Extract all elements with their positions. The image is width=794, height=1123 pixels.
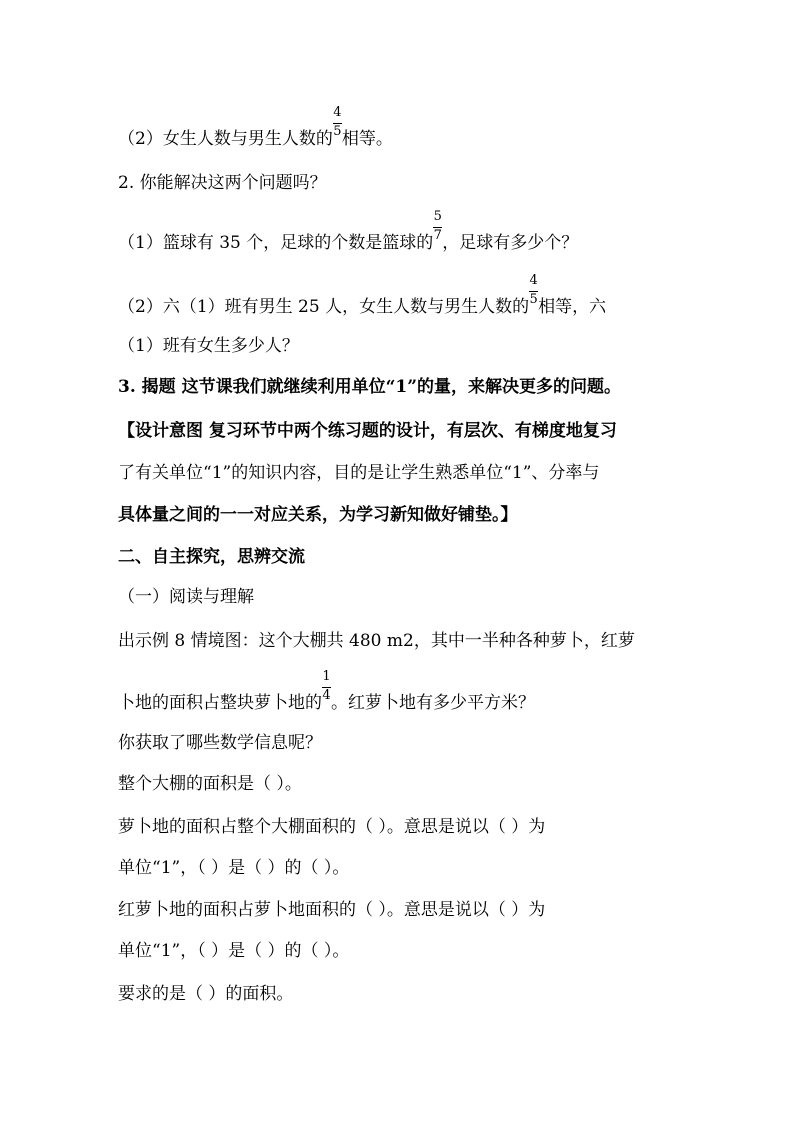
example-8-line: 出示例 8 情境图：这个大棚共 480 m2，其中一半种各种萝卜，红萝 — [118, 631, 635, 651]
reveal-topic-line: 3. 揭题 这节课我们就继续利用单位“1”的量，来解决更多的问题。 — [118, 377, 621, 397]
text-segment: ，足球有多少个？ — [442, 233, 579, 253]
design-intent-line-3: 具体量之间的一一对应关系，为学习新知做好铺垫。】 — [118, 505, 518, 525]
section-2-heading: 2. 你能解决这两个问题吗？ — [118, 173, 327, 193]
design-intent-line-1: 【设计意图 复习环节中两个练习题的设计，有层次、有梯度地复习 — [118, 421, 617, 441]
text-segment: （1）篮球有 35 个，足球的个数是篮球的 — [118, 233, 434, 253]
subsection-heading-reading: （一）阅读与理解 — [118, 587, 254, 607]
question-2-2-line — [118, 105, 393, 150]
text-segment: （2）女生人数与男生人数的 — [118, 129, 333, 149]
text-segment: 。红萝卜地有多少平方米？ — [331, 693, 535, 713]
fraction-denominator: 5 — [529, 292, 538, 307]
fraction-numerator: 4 — [333, 105, 342, 120]
example-8-continuation — [118, 669, 535, 714]
fill-blank-area: 整个大棚的面积是（ ）。 — [118, 774, 302, 794]
fraction-5-7 — [433, 209, 442, 254]
text-segment: （2）六（1）班有男生 25 人，女生人数与男生人数的 — [118, 297, 530, 317]
fraction-1-4 — [322, 669, 331, 714]
info-question-line: 你获取了哪些数学信息呢？ — [118, 733, 322, 753]
fraction-denominator: 4 — [322, 688, 331, 703]
fraction-numerator: 1 — [322, 669, 331, 684]
problem-2-continuation: （1）班有女生多少人？ — [118, 336, 299, 356]
fraction-numerator: 4 — [529, 273, 538, 288]
fill-blank-red-radish-ratio: 红萝卜地的面积占萝卜地面积的（ ）。意思是说以（ ）为 — [118, 900, 546, 920]
fraction-denominator: 5 — [333, 124, 342, 139]
fill-blank-unit-1-b: 单位“1”，（ ）是（ ）的（ ）。 — [118, 941, 350, 961]
fill-blank-radish-ratio: 萝卜地的面积占整个大棚面积的（ ）。意思是说以（ ）为 — [118, 817, 546, 837]
fraction-4-5 — [529, 273, 538, 318]
text-segment: 相等，六 — [538, 297, 607, 317]
fraction-4-5 — [333, 105, 342, 150]
text-segment: 相等。 — [341, 129, 393, 149]
fill-blank-unit-1-a: 单位“1”，（ ）是（ ）的（ ）。 — [118, 858, 350, 878]
problem-1-line — [118, 209, 579, 254]
problem-2-line — [118, 273, 607, 318]
fraction-numerator: 5 — [433, 209, 442, 224]
fraction-denominator: 7 — [433, 228, 442, 243]
text-segment: 卜地的面积占整块萝卜地的 — [118, 693, 322, 713]
fill-blank-target: 要求的是（ ）的面积。 — [118, 984, 294, 1004]
section-heading-explore: 二、自主探究，思辨交流 — [118, 547, 305, 567]
design-intent-line-2: 了有关单位“1”的知识内容，目的是让学生熟悉单位“1”、分率与 — [118, 463, 600, 483]
